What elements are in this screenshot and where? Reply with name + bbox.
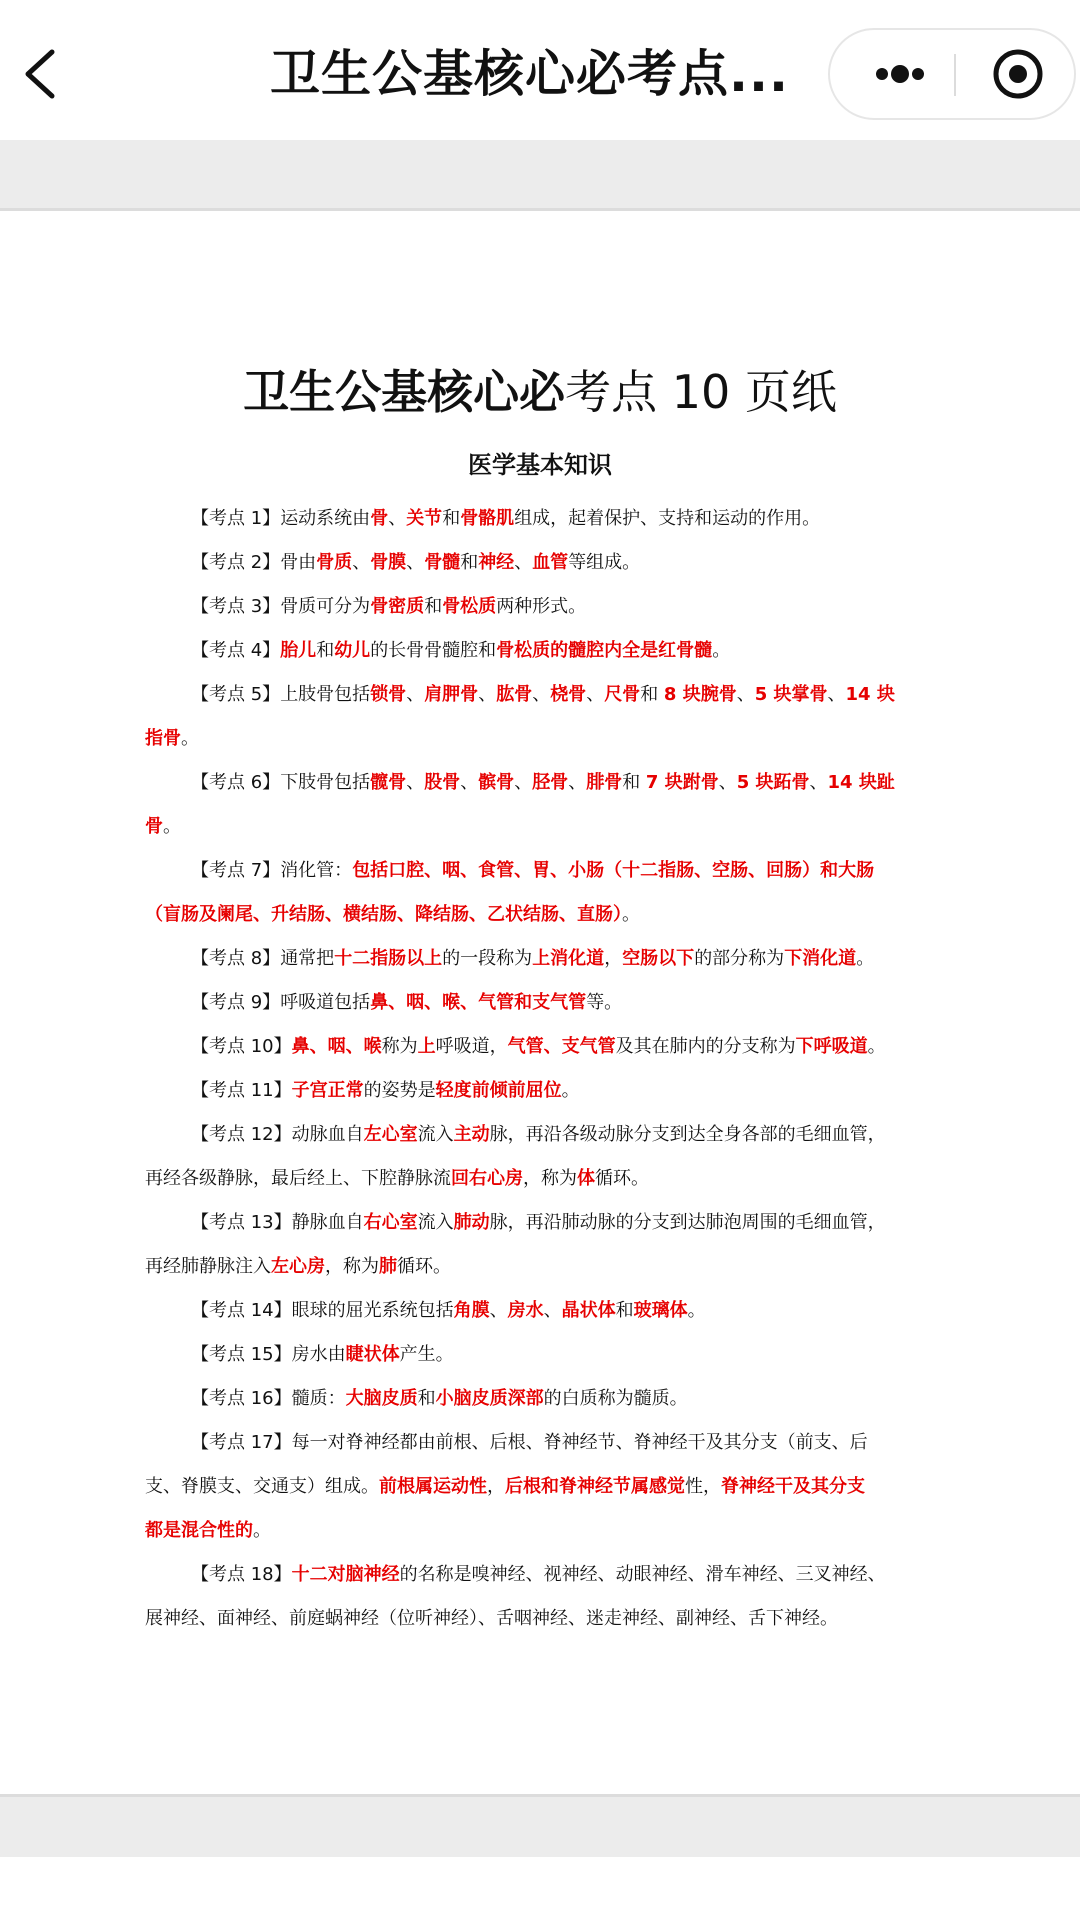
highlight-text: 骨髓 <box>424 552 461 573</box>
body-text: ，称为 <box>325 1256 379 1277</box>
body-text: 【考点 8】 <box>191 948 281 969</box>
body-text: 和 <box>615 1300 634 1321</box>
body-text: 、 <box>406 772 425 793</box>
body-text: 【考点 4】 <box>191 640 281 661</box>
body-text: 、 <box>478 684 497 705</box>
page-title: 卫生公基核心必考点... <box>270 45 789 103</box>
body-text: 房水由 <box>291 1344 346 1365</box>
body-text: 【考点 2】 <box>191 552 281 573</box>
highlight-text: 空肠以下 <box>622 948 695 969</box>
body-text: 、 <box>489 1300 508 1321</box>
body-text: 下肢骨包括 <box>280 772 371 793</box>
body-text: ， <box>604 948 623 969</box>
body-text: 【考点 15】 <box>191 1344 292 1365</box>
highlight-text: 主动 <box>453 1124 490 1145</box>
body-text: 、 <box>352 552 371 573</box>
body-text: 等。 <box>586 992 623 1013</box>
body-text: 、 <box>736 684 755 705</box>
document-line <box>145 1201 927 1245</box>
body-text: 、 <box>406 684 425 705</box>
body-text: 【考点 7】 <box>191 860 281 881</box>
document-line <box>145 1509 927 1553</box>
document-title <box>0 363 1080 421</box>
highlight-text: 都是混合性的 <box>145 1520 253 1541</box>
body-text: 、 <box>388 508 407 529</box>
page-gap-top <box>0 140 1080 211</box>
body-text: 【考点 5】 <box>191 684 281 705</box>
highlight-text: 8 块腕骨 <box>663 684 737 705</box>
highlight-text: 玻璃体 <box>633 1300 688 1321</box>
body-text: 【考点 14】 <box>191 1300 292 1321</box>
body-text: 骨由 <box>280 552 317 573</box>
highlight-text: 骨质 <box>316 552 353 573</box>
highlight-text: 指骨 <box>145 728 181 749</box>
body-text: 和 <box>622 772 646 793</box>
highlight-text: 轻度前倾前屈位 <box>435 1080 562 1101</box>
document-page[interactable] <box>0 211 1080 1794</box>
document-line <box>145 541 927 585</box>
body-text: 再经肺静脉注入 <box>145 1256 271 1277</box>
body-text: 。 <box>181 728 199 749</box>
highlight-text: 十二对脑神经 <box>291 1564 400 1585</box>
highlight-text: 大脑皮质 <box>345 1388 418 1409</box>
body-text: 称为 <box>381 1036 418 1057</box>
body-text: 产生。 <box>399 1344 454 1365</box>
document-line <box>145 1333 927 1377</box>
body-text: 上肢骨包括 <box>280 684 371 705</box>
top-nav-bar <box>0 0 1080 140</box>
highlight-text: 骨 <box>145 816 163 837</box>
next-page-edge <box>0 1857 1080 1920</box>
body-text: 的部分称为 <box>694 948 785 969</box>
document-line <box>145 893 927 937</box>
highlight-text: 小脑皮质深部 <box>435 1388 544 1409</box>
document-line <box>145 717 927 761</box>
highlight-text: 骨密质 <box>370 596 425 617</box>
target-icon <box>968 38 1068 110</box>
document-line <box>145 1421 927 1465</box>
document-line <box>145 1157 927 1201</box>
document-line <box>145 981 927 1025</box>
body-text: 、 <box>514 772 533 793</box>
body-text: 【考点 12】 <box>191 1124 292 1145</box>
highlight-text: 肺动 <box>453 1212 490 1233</box>
highlight-text: 房水 <box>507 1300 544 1321</box>
more-dots-icon <box>850 38 950 110</box>
body-text: 脉，再沿肺动脉的分支到达肺泡周围的毛细血管， <box>489 1212 886 1233</box>
body-text: 的长骨骨髓腔和 <box>370 640 497 661</box>
body-text: 通常把 <box>280 948 335 969</box>
body-text: 。 <box>867 1036 886 1057</box>
highlight-text: 骨松质 <box>442 596 497 617</box>
body-text: 【考点 6】 <box>191 772 281 793</box>
document-line <box>145 1113 927 1157</box>
highlight-text: 骨膜 <box>370 552 407 573</box>
body-text: 【考点 1】 <box>191 508 281 529</box>
document-line <box>145 1025 927 1069</box>
highlight-text: 左心房 <box>271 1256 325 1277</box>
highlight-text: 下呼吸道 <box>795 1036 868 1057</box>
document-line <box>145 849 927 893</box>
chevron-left-icon <box>18 44 68 104</box>
body-text: ， <box>487 1476 505 1497</box>
body-text: 的姿势是 <box>363 1080 436 1101</box>
body-text: 。 <box>712 640 731 661</box>
body-text: 运动系统由 <box>280 508 371 529</box>
body-text: 。 <box>622 904 640 925</box>
highlight-text: 胎儿 <box>280 640 317 661</box>
body-text: 【考点 3】 <box>191 596 281 617</box>
back-button[interactable] <box>18 44 68 104</box>
body-text: 、 <box>827 684 846 705</box>
body-text: 组成，起着保护、支持和运动的作用。 <box>514 508 821 529</box>
body-text: 【考点 10】 <box>191 1036 292 1057</box>
highlight-text: 髋骨 <box>370 772 407 793</box>
body-text: 和 <box>417 1388 436 1409</box>
body-text: 和 <box>424 596 443 617</box>
highlight-text: 5 块跖骨 <box>736 772 810 793</box>
body-text: 、 <box>514 552 533 573</box>
body-text: 、 <box>568 772 587 793</box>
highlight-text: 鼻、咽、喉 <box>291 1036 382 1057</box>
highlight-text: 肩胛骨 <box>424 684 479 705</box>
body-text: 两种形式。 <box>496 596 587 617</box>
highlight-text: 7 块跗骨 <box>645 772 719 793</box>
body-text: 每一对脊神经都由前根、后根、脊神经节、脊神经干及其分支（前支、后 <box>291 1432 868 1453</box>
document-line <box>145 629 927 673</box>
body-text: 呼吸道， <box>435 1036 508 1057</box>
document-line <box>145 1465 927 1509</box>
body-text: 支、脊膜支、交通支）组成。 <box>145 1476 379 1497</box>
highlight-text: 14 块趾 <box>827 772 895 793</box>
body-text: 、 <box>543 1300 562 1321</box>
body-text: 【考点 13】 <box>191 1212 292 1233</box>
highlight-text: 幼儿 <box>334 640 371 661</box>
highlight-text: 十二指肠以上 <box>334 948 443 969</box>
highlight-text: 14 块 <box>845 684 895 705</box>
document-title-bold: 卫生公基核心必 <box>243 365 566 419</box>
highlight-text: 上 <box>417 1036 436 1057</box>
highlight-text: 肱骨 <box>496 684 533 705</box>
body-text: 循环。 <box>595 1168 649 1189</box>
highlight-text: 回右心房 <box>451 1168 523 1189</box>
document-line <box>145 805 927 849</box>
document-subtitle: 医学基本知识 <box>468 451 612 479</box>
highlight-text: 气管、支气管 <box>507 1036 616 1057</box>
body-text: 和 <box>460 552 479 573</box>
highlight-text: 桡骨 <box>550 684 587 705</box>
document-title-rest: 考点 10 页纸 <box>565 365 837 419</box>
highlight-text: 骨松质的髓腔内全是红骨髓 <box>496 640 713 661</box>
body-text: 脉，再沿各级动脉分支到达全身各部的毛细血管， <box>489 1124 886 1145</box>
document-line <box>145 1069 927 1113</box>
body-text: 【考点 18】 <box>191 1564 292 1585</box>
document-line <box>145 585 927 629</box>
highlight-text: 晶状体 <box>561 1300 616 1321</box>
highlight-text: 锁骨 <box>370 684 407 705</box>
body-text: 消化管： <box>280 860 353 881</box>
highlight-text: 5 块掌骨 <box>754 684 828 705</box>
highlight-text: 前根属运动性 <box>379 1476 487 1497</box>
highlight-text: 腓骨 <box>586 772 623 793</box>
highlight-text: 股骨 <box>424 772 461 793</box>
page-gap-bottom <box>0 1794 1080 1860</box>
close-miniprogram-button[interactable] <box>968 38 1068 110</box>
highlight-text: 体 <box>577 1168 595 1189</box>
highlight-text: 骨骼肌 <box>460 508 515 529</box>
body-text: 、 <box>460 772 479 793</box>
document-line <box>145 1597 927 1641</box>
highlight-text: 髌骨 <box>478 772 515 793</box>
body-text: 。 <box>253 1520 271 1541</box>
body-text: 等组成。 <box>568 552 641 573</box>
body-text: 和 <box>316 640 335 661</box>
highlight-text: 后根和脊神经节属感觉 <box>505 1476 685 1497</box>
body-text: 和 <box>442 508 461 529</box>
highlight-text: 睫状体 <box>345 1344 400 1365</box>
highlight-text: 骨 <box>370 508 389 529</box>
capsule-divider <box>954 54 956 96</box>
body-text: 呼吸道包括 <box>280 992 371 1013</box>
highlight-text: 右心室 <box>363 1212 418 1233</box>
body-text: 【考点 9】 <box>191 992 281 1013</box>
body-text: 及其在肺内的分支称为 <box>615 1036 796 1057</box>
body-text: 动脉血自 <box>291 1124 364 1145</box>
body-text: 、 <box>586 684 605 705</box>
body-text: 循环。 <box>397 1256 451 1277</box>
body-text: 性， <box>685 1476 721 1497</box>
document-line <box>145 1377 927 1421</box>
more-button[interactable] <box>850 38 950 110</box>
body-text: 、 <box>718 772 737 793</box>
body-text: 展神经、面神经、前庭蜗神经（位听神经）、舌咽神经、迷走神经、副神经、舌下神经。 <box>145 1608 838 1629</box>
body-text: 和 <box>640 684 664 705</box>
body-text: 、 <box>532 684 551 705</box>
body-text: 【考点 17】 <box>191 1432 292 1453</box>
body-text: 骨质可分为 <box>280 596 371 617</box>
highlight-text: 肺 <box>379 1256 397 1277</box>
highlight-text: 子宫正常 <box>291 1080 364 1101</box>
body-text: 流入 <box>417 1212 454 1233</box>
mini-program-capsule <box>828 28 1076 120</box>
highlight-text: 血管 <box>532 552 569 573</box>
highlight-text: 角膜 <box>453 1300 490 1321</box>
body-text: 。 <box>163 816 181 837</box>
document-line <box>145 1289 927 1333</box>
highlight-text: 左心室 <box>363 1124 418 1145</box>
highlight-text: 胫骨 <box>532 772 569 793</box>
body-text: 流入 <box>417 1124 454 1145</box>
body-text: 、 <box>809 772 828 793</box>
document-body <box>145 497 927 1641</box>
body-text: 静脉血自 <box>291 1212 364 1233</box>
highlight-text: （盲肠及阑尾、升结肠、横结肠、降结肠、乙状结肠、直肠） <box>145 904 622 925</box>
document-line <box>145 497 927 541</box>
highlight-text: 鼻、咽、喉、气管和支气管 <box>370 992 587 1013</box>
body-text: 髓质： <box>291 1388 346 1409</box>
document-line <box>145 1245 927 1289</box>
body-text: 【考点 16】 <box>191 1388 292 1409</box>
highlight-text: 脊神经干及其分支 <box>721 1476 865 1497</box>
document-line <box>145 1553 927 1597</box>
body-text: 的名称是嗅神经、视神经、动眼神经、滑车神经、三叉神经、 <box>399 1564 886 1585</box>
body-text: 。 <box>687 1300 706 1321</box>
body-text: 的白质称为髓质。 <box>543 1388 688 1409</box>
highlight-text: 尺骨 <box>604 684 641 705</box>
highlight-text: 神经 <box>478 552 515 573</box>
highlight-text: 下消化道 <box>784 948 857 969</box>
body-text: 【考点 11】 <box>191 1080 292 1101</box>
body-text: 的一段称为 <box>442 948 533 969</box>
highlight-text: 关节 <box>406 508 443 529</box>
document-line <box>145 673 927 717</box>
document-line <box>145 761 927 805</box>
body-text: 。 <box>561 1080 580 1101</box>
body-text: ，称为 <box>523 1168 577 1189</box>
body-text: 。 <box>856 948 875 969</box>
body-text: 、 <box>406 552 425 573</box>
highlight-text: 包括口腔、咽、食管、胃、小肠（十二指肠、空肠、回肠）和大肠 <box>352 860 875 881</box>
document-line <box>145 937 927 981</box>
body-text: 再经各级静脉，最后经上、下腔静脉流 <box>145 1168 451 1189</box>
highlight-text: 上消化道 <box>532 948 605 969</box>
body-text: 眼球的屈光系统包括 <box>291 1300 454 1321</box>
